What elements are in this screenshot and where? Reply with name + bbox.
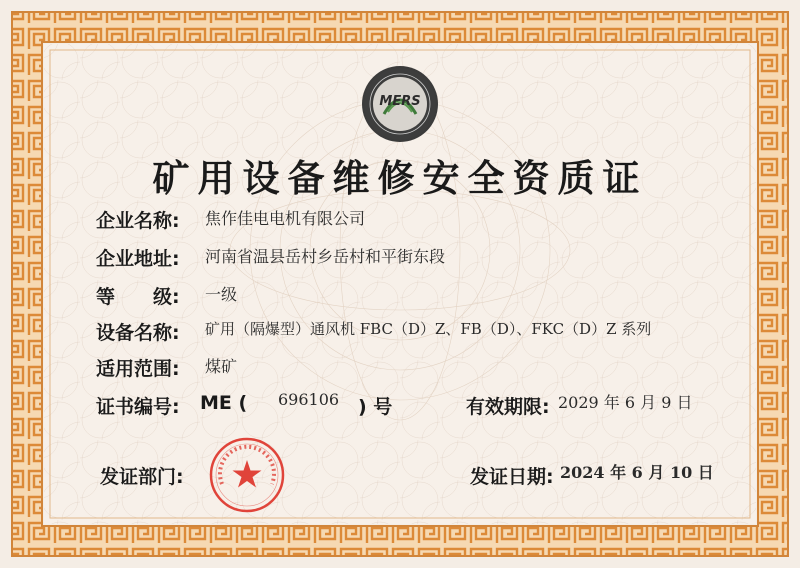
cert-number-suffix: ) 号	[358, 396, 393, 418]
validity-label: 有效期限:	[466, 396, 550, 418]
official-seal	[208, 436, 286, 514]
cert-number-prefix: ME (	[200, 392, 248, 414]
company-address-label: 企业地址:	[96, 248, 180, 270]
company-name-value: 焦作佳电电机有限公司	[205, 209, 366, 228]
issuer-label: 发证部门:	[100, 466, 184, 488]
company-address-value: 河南省温县岳村乡岳村和平街东段	[205, 247, 446, 266]
mers-emblem	[362, 66, 438, 142]
validity-value: 2029 年 6 月 9 日	[558, 393, 693, 412]
emblem-text: MERS	[379, 94, 421, 109]
issue-date-label: 发证日期:	[470, 466, 554, 488]
grade-value: 一级	[205, 285, 238, 304]
equipment-name-value: 矿用（隔爆型）通风机 FBC（D）Z、FB（D）、FKC（D）Z 系列	[205, 320, 652, 338]
scope-value: 煤矿	[205, 357, 238, 376]
cert-number-value: 696106	[278, 390, 340, 409]
issue-date-value: 2024 年 6 月 10 日	[560, 463, 714, 482]
equipment-name-label: 设备名称:	[96, 322, 180, 344]
grade-label: 等 级:	[96, 286, 180, 308]
certificate-title: 矿用设备维修安全资质证	[152, 157, 648, 200]
company-name-label: 企业名称:	[96, 210, 180, 232]
scope-label: 适用范围:	[96, 358, 180, 380]
cert-number-label: 证书编号:	[96, 396, 180, 418]
